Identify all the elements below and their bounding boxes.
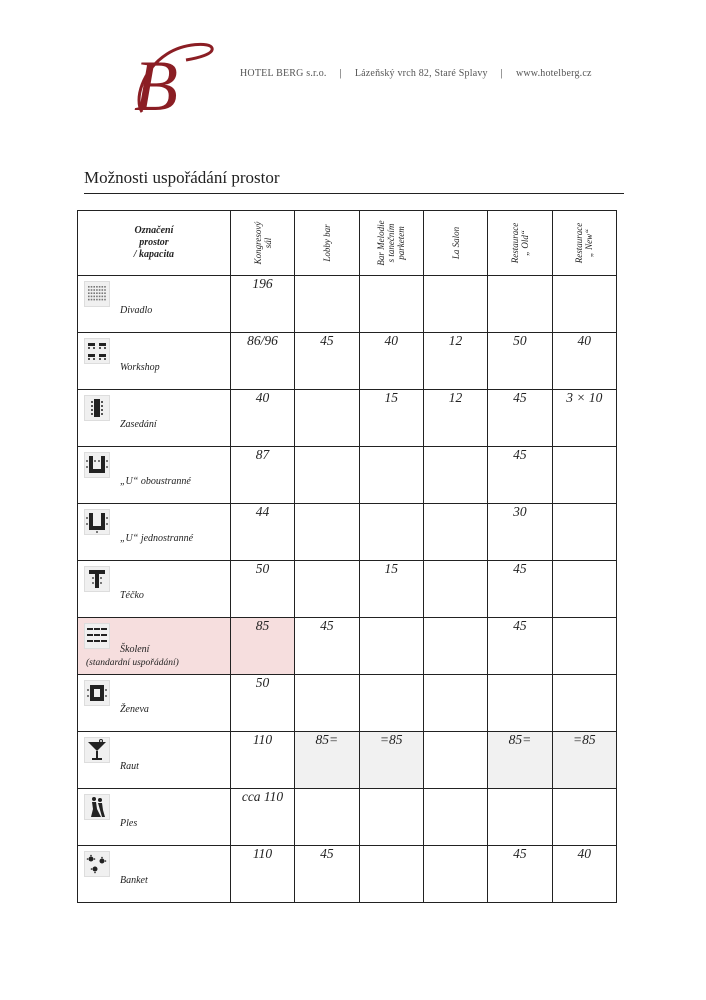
capacity-cell: 44	[230, 504, 294, 561]
cocktail-glass-icon	[84, 737, 110, 763]
capacity-cell: 45	[295, 333, 359, 390]
row-label: „U“ oboustranné	[120, 476, 191, 487]
title-divider	[84, 193, 624, 194]
table-row	[78, 561, 617, 618]
row-label: Ples	[120, 818, 138, 829]
capacity-cell	[423, 504, 487, 561]
capacity-cell: 87	[230, 447, 294, 504]
row-label-cell	[78, 333, 231, 390]
capacity-cell	[295, 390, 359, 447]
capacity-cell: 3 × 10	[552, 390, 616, 447]
capacity-cell	[423, 789, 487, 846]
column-header: Lobby bar	[295, 211, 359, 276]
company-info	[240, 68, 592, 79]
row-label: Banket	[120, 875, 148, 886]
dancing-couple-icon	[84, 794, 110, 820]
capacity-cell	[295, 447, 359, 504]
capacity-cell	[423, 732, 487, 789]
table-row	[78, 276, 617, 333]
capacity-cell	[552, 618, 616, 675]
capacity-cell	[552, 789, 616, 846]
capacity-cell: 110	[230, 846, 294, 903]
capacity-cell	[359, 789, 423, 846]
capacity-cell	[423, 447, 487, 504]
capacity-cell	[552, 561, 616, 618]
capacity-cell: 86/96	[230, 333, 294, 390]
row-label-cell	[78, 675, 231, 732]
capacity-cell: 85=	[295, 732, 359, 789]
capacity-cell: 40	[552, 333, 616, 390]
capacity-table	[77, 210, 617, 903]
capacity-cell	[488, 675, 552, 732]
capacity-cell: 12	[423, 390, 487, 447]
capacity-cell: 45	[488, 561, 552, 618]
separator: |	[500, 68, 503, 79]
corner-line: Označení	[134, 225, 174, 236]
hotel-logo	[112, 40, 222, 120]
row-label: Divadlo	[120, 305, 153, 316]
capacity-cell: 45	[295, 846, 359, 903]
capacity-cell: =85	[552, 732, 616, 789]
capacity-cell	[552, 447, 616, 504]
table-row	[78, 504, 617, 561]
column-header: Bar Melodie s tanečním parketem	[359, 211, 423, 276]
table-row	[78, 789, 617, 846]
capacity-cell: 196	[230, 276, 294, 333]
boardroom-table-icon	[84, 395, 110, 421]
row-label-cell	[78, 276, 231, 333]
row-label: Ženeva	[120, 704, 149, 715]
row-label-cell	[78, 447, 231, 504]
row-label: Raut	[120, 761, 139, 772]
row-label-cell	[78, 504, 231, 561]
corner-line: prostor	[139, 237, 169, 248]
company-address: Lázeňský vrch 82, Staré Splavy	[354, 68, 488, 79]
capacity-cell	[359, 675, 423, 732]
capacity-cell	[488, 276, 552, 333]
capacity-cell	[295, 789, 359, 846]
table-row	[78, 447, 617, 504]
row-label: Workshop	[120, 362, 160, 373]
corner-header	[78, 211, 231, 276]
u-shape-single-icon	[84, 509, 110, 535]
column-header: Restaurace „ New“	[552, 211, 616, 276]
capacity-cell	[552, 675, 616, 732]
capacity-cell	[552, 504, 616, 561]
row-label-cell	[78, 846, 231, 903]
column-header: Restaurace „ Old“	[488, 211, 552, 276]
logo-letter: B	[134, 46, 178, 120]
capacity-cell: 85=	[488, 732, 552, 789]
capacity-cell	[423, 846, 487, 903]
row-label-cell	[78, 732, 231, 789]
capacity-cell: 12	[423, 333, 487, 390]
column-header: Kongresový sál	[230, 211, 294, 276]
row-label-cell	[78, 789, 231, 846]
header-row	[78, 211, 617, 276]
classroom-icon	[84, 623, 110, 649]
capacity-cell	[359, 276, 423, 333]
capacity-cell: 45	[488, 618, 552, 675]
row-label-cell	[78, 561, 231, 618]
row-label: Školení	[120, 644, 150, 655]
capacity-cell	[295, 561, 359, 618]
row-label-note: (standardní uspořádání)	[86, 658, 179, 668]
capacity-cell: 45	[295, 618, 359, 675]
table-row	[78, 390, 617, 447]
capacity-cell	[359, 846, 423, 903]
table-row	[78, 618, 617, 675]
corner-line: / kapacita	[133, 249, 175, 260]
theater-seating-icon	[84, 281, 110, 307]
capacity-cell	[359, 504, 423, 561]
capacity-cell	[295, 504, 359, 561]
capacity-cell	[423, 561, 487, 618]
capacity-cell	[423, 618, 487, 675]
capacity-cell: 50	[230, 561, 294, 618]
capacity-cell	[359, 618, 423, 675]
table-row	[78, 732, 617, 789]
capacity-cell: =85	[359, 732, 423, 789]
capacity-cell	[295, 276, 359, 333]
capacity-cell: 45	[488, 390, 552, 447]
table-row	[78, 846, 617, 903]
capacity-cell	[423, 675, 487, 732]
workshop-tables-icon	[84, 338, 110, 364]
u-shape-double-icon	[84, 452, 110, 478]
capacity-cell: 40	[359, 333, 423, 390]
table-row	[78, 333, 617, 390]
capacity-cell: 45	[488, 447, 552, 504]
capacity-cell	[423, 276, 487, 333]
capacity-cell: 40	[552, 846, 616, 903]
row-label: „U“ jednostranné	[120, 533, 194, 544]
table-row	[78, 675, 617, 732]
capacity-cell	[295, 675, 359, 732]
capacity-cell: 45	[488, 846, 552, 903]
capacity-cell: 15	[359, 561, 423, 618]
capacity-cell: 40	[230, 390, 294, 447]
capacity-cell: 110	[230, 732, 294, 789]
capacity-cell: 50	[488, 333, 552, 390]
company-name: HOTEL BERG s.r.o.	[240, 68, 327, 79]
capacity-cell: 50	[230, 675, 294, 732]
capacity-cell	[552, 276, 616, 333]
banquet-rounds-icon	[84, 851, 110, 877]
company-web-link[interactable]: www.hotelberg.cz	[515, 68, 592, 79]
t-shape-icon	[84, 566, 110, 592]
row-label-cell	[78, 618, 231, 675]
capacity-cell: 85	[230, 618, 294, 675]
page-title: Možnosti uspořádání prostor	[84, 168, 280, 187]
column-header: La Salon	[423, 211, 487, 276]
row-label-cell	[78, 390, 231, 447]
capacity-cell: cca 110	[230, 789, 294, 846]
separator: |	[339, 68, 342, 79]
hollow-square-icon	[84, 680, 110, 706]
row-label: Téčko	[120, 590, 144, 601]
capacity-cell: 15	[359, 390, 423, 447]
capacity-cell	[488, 789, 552, 846]
row-label: Zasedání	[120, 419, 157, 430]
capacity-cell	[359, 447, 423, 504]
capacity-cell: 30	[488, 504, 552, 561]
letterhead	[0, 0, 706, 135]
